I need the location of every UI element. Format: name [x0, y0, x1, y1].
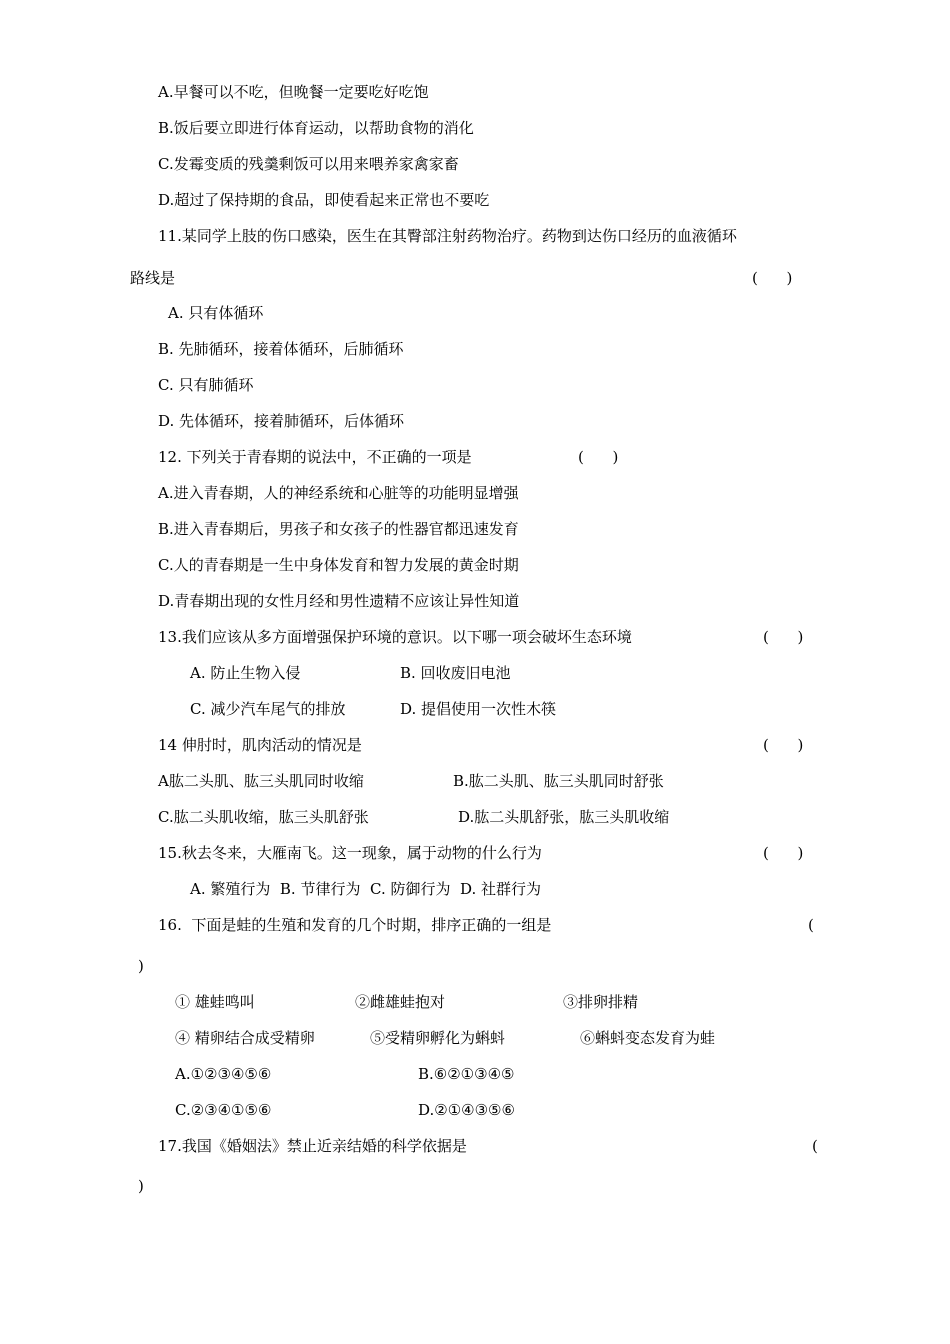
q16-stage-5: ⑤受精卵孵化为蝌蚪	[370, 1029, 506, 1047]
q14-option-c: C.肱二头肌收缩，肱三头肌舒张	[158, 808, 369, 826]
q15-options: A. 繁殖行为 B. 节律行为 C. 防御行为 D. 社群行为	[190, 880, 542, 898]
q16-option-a: A.①②③④⑤⑥	[175, 1065, 272, 1083]
q11-option-d: D. 先体循环，接着肺循环，后体循环	[158, 412, 405, 430]
q11-answer-blank: ( )	[752, 269, 793, 287]
q11-stem-cont: 路线是	[130, 269, 176, 287]
q16-answer-blank-close: )	[138, 957, 144, 975]
q10-option-c: C.发霉变质的残羹剩饭可以用来喂养家禽家畜	[158, 155, 459, 173]
q10-option-b: B.饭后要立即进行体育运动，以帮助食物的消化	[158, 119, 474, 137]
q16-stage-3: ③排卵排精	[563, 993, 639, 1011]
q10-option-d: D.超过了保持期的食品，即使看起来正常也不要吃	[158, 191, 490, 209]
q16-answer-blank-open: (	[808, 916, 814, 934]
q12-stem: 12. 下列关于青春期的说法中，不正确的一项是	[158, 448, 472, 466]
q13-option-b: B. 回收废旧电池	[400, 664, 511, 682]
q14-answer-blank: ( )	[763, 736, 804, 754]
q15-answer-blank: ( )	[763, 844, 804, 862]
q16-stage-2: ②雌雄蛙抱对	[355, 993, 446, 1011]
q13-answer-blank: ( )	[763, 628, 804, 646]
q12-option-d: D.青春期出现的女性月经和男性遗精不应该让异性知道	[158, 592, 520, 610]
q12-option-c: C.人的青春期是一生中身体发育和智力发展的黄金时期	[158, 556, 519, 574]
q11-stem: 11.某同学上肢的伤口感染，医生在其臀部注射药物治疗。药物到达伤口经历的血液循环	[158, 227, 737, 245]
q14-option-b: B.肱二头肌、肱三头肌同时舒张	[453, 772, 664, 790]
q11-option-c: C. 只有肺循环	[158, 376, 254, 394]
q12-option-b: B.进入青春期后，男孩子和女孩子的性器官都迅速发育	[158, 520, 519, 538]
q11-option-b: B. 先肺循环，接着体循环，后肺循环	[158, 340, 404, 358]
q16-stage-6: ⑥蝌蚪变态发育为蛙	[580, 1029, 716, 1047]
q14-option-d: D.肱二头肌舒张，肱三头肌收缩	[458, 808, 670, 826]
q12-option-a: A.进入青春期，人的神经系统和心脏等的功能明显增强	[158, 484, 519, 502]
q10-option-a: A.早餐可以不吃，但晚餐一定要吃好吃饱	[158, 83, 429, 101]
q13-option-a: A. 防止生物入侵	[190, 664, 301, 682]
q16-stage-1: ① 雄蛙鸣叫	[175, 993, 255, 1011]
q16-option-b: B.⑥②①③④⑤	[418, 1065, 515, 1083]
q11-option-a: A. 只有体循环	[168, 304, 264, 322]
q17-stem: 17.我国《婚姻法》禁止近亲结婚的科学依据是	[158, 1137, 467, 1155]
q17-answer-blank-open: (	[812, 1137, 818, 1155]
q14-option-a: A肱二头肌、肱三头肌同时收缩	[158, 772, 364, 790]
q16-stage-4: ④ 精卵结合成受精卵	[175, 1029, 315, 1047]
q15-stem: 15.秋去冬来，大雁南飞。这一现象，属于动物的什么行为	[158, 844, 542, 862]
q13-option-c: C. 减少汽车尾气的排放	[190, 700, 346, 718]
q16-stem: 16. 下面是蛙的生殖和发育的几个时期，排序正确的一组是	[158, 916, 552, 934]
q16-option-c: C.②③④①⑤⑥	[175, 1101, 272, 1119]
q12-answer-blank: ( )	[578, 448, 619, 466]
q13-stem: 13.我们应该从多方面增强保护环境的意识。以下哪一项会破坏生态环境	[158, 628, 632, 646]
q13-option-d: D. 提倡使用一次性木筷	[400, 700, 557, 718]
q16-option-d: D.②①④③⑤⑥	[418, 1101, 515, 1119]
q17-answer-blank-close: )	[138, 1177, 144, 1195]
q14-stem: 14 伸肘时，肌肉活动的情况是	[158, 736, 362, 754]
